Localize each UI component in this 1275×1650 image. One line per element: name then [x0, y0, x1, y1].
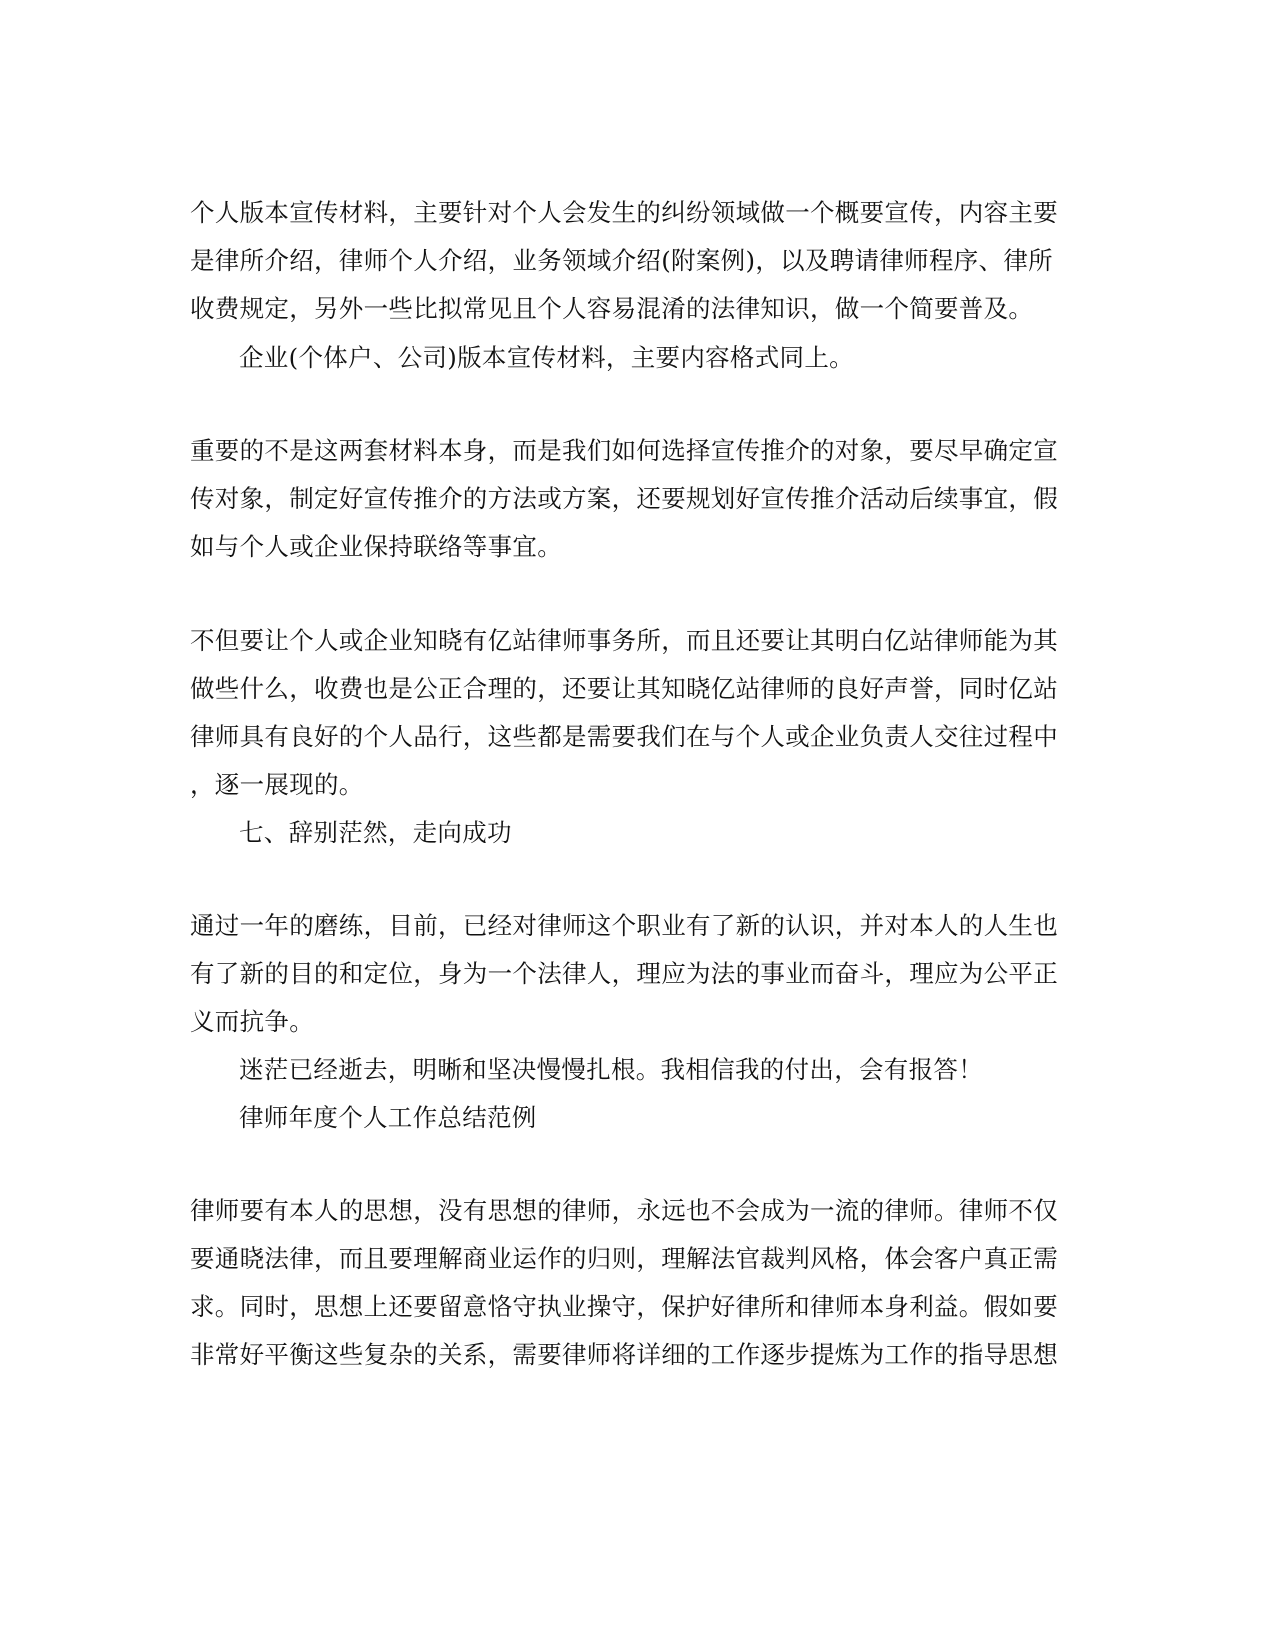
text-line: 义而抗争。 — [190, 1007, 314, 1036]
text-line: 要通晓法律，而且要理解商业运作的归则，理解法官裁判风格，体会客户真正需 — [190, 1244, 1058, 1273]
text-line: 是律所介绍，律师个人介绍，业务领域介绍(附案例)，以及聘请律师程序、律所 — [190, 246, 1053, 275]
text-line: 如与个人或企业保持联络等事宜。 — [190, 532, 562, 561]
text-line: ，逐一展现的。 — [190, 770, 364, 799]
text-line: 迷茫已经逝去，明晰和坚决慢慢扎根。我相信我的付出，会有报答！ — [239, 1055, 983, 1084]
text-line: 收费规定，另外一些比拟常见且个人容易混淆的法律知识，做一个简要普及。 — [190, 294, 1034, 323]
text-line: 有了新的目的和定位，身为一个法律人，理应为法的事业而奋斗，理应为公平正 — [190, 959, 1058, 988]
text-line: 企业(个体户、公司)版本宣传材料，主要内容格式同上。 — [239, 343, 854, 372]
text-line: 不但要让个人或企业知晓有亿站律师事务所，而且还要让其明白亿站律师能为其 — [190, 626, 1058, 655]
text-line: 通过一年的磨练，目前，已经对律师这个职业有了新的认识，并对本人的人生也 — [190, 911, 1058, 940]
text-line: 做些什么，收费也是公正合理的，还要让其知晓亿站律师的良好声誉，同时亿站 — [190, 674, 1058, 703]
section-heading: 七、辞别茫然，走向成功 — [239, 818, 512, 847]
text-line: 传对象，制定好宣传推介的方法或方案，还要规划好宣传推介活动后续事宜，假 — [190, 484, 1058, 513]
text-line: 求。同时，思想上还要留意恪守执业操守，保护好律所和律师本身利益。假如要 — [190, 1292, 1058, 1321]
document-title: 律师年度个人工作总结范例 — [239, 1103, 537, 1132]
text-line: 非常好平衡这些复杂的关系，需要律师将详细的工作逐步提炼为工作的指导思想 — [190, 1340, 1058, 1369]
text-line: 律师要有本人的思想，没有思想的律师，永远也不会成为一流的律师。律师不仅 — [190, 1196, 1058, 1225]
text-line: 律师具有良好的个人品行，这些都是需要我们在与个人或企业负责人交往过程中 — [190, 722, 1058, 751]
text-line: 个人版本宣传材料，主要针对个人会发生的纠纷领域做一个概要宣传，内容主要 — [190, 198, 1058, 227]
text-line: 重要的不是这两套材料本身，而是我们如何选择宣传推介的对象，要尽早确定宣 — [190, 436, 1058, 465]
